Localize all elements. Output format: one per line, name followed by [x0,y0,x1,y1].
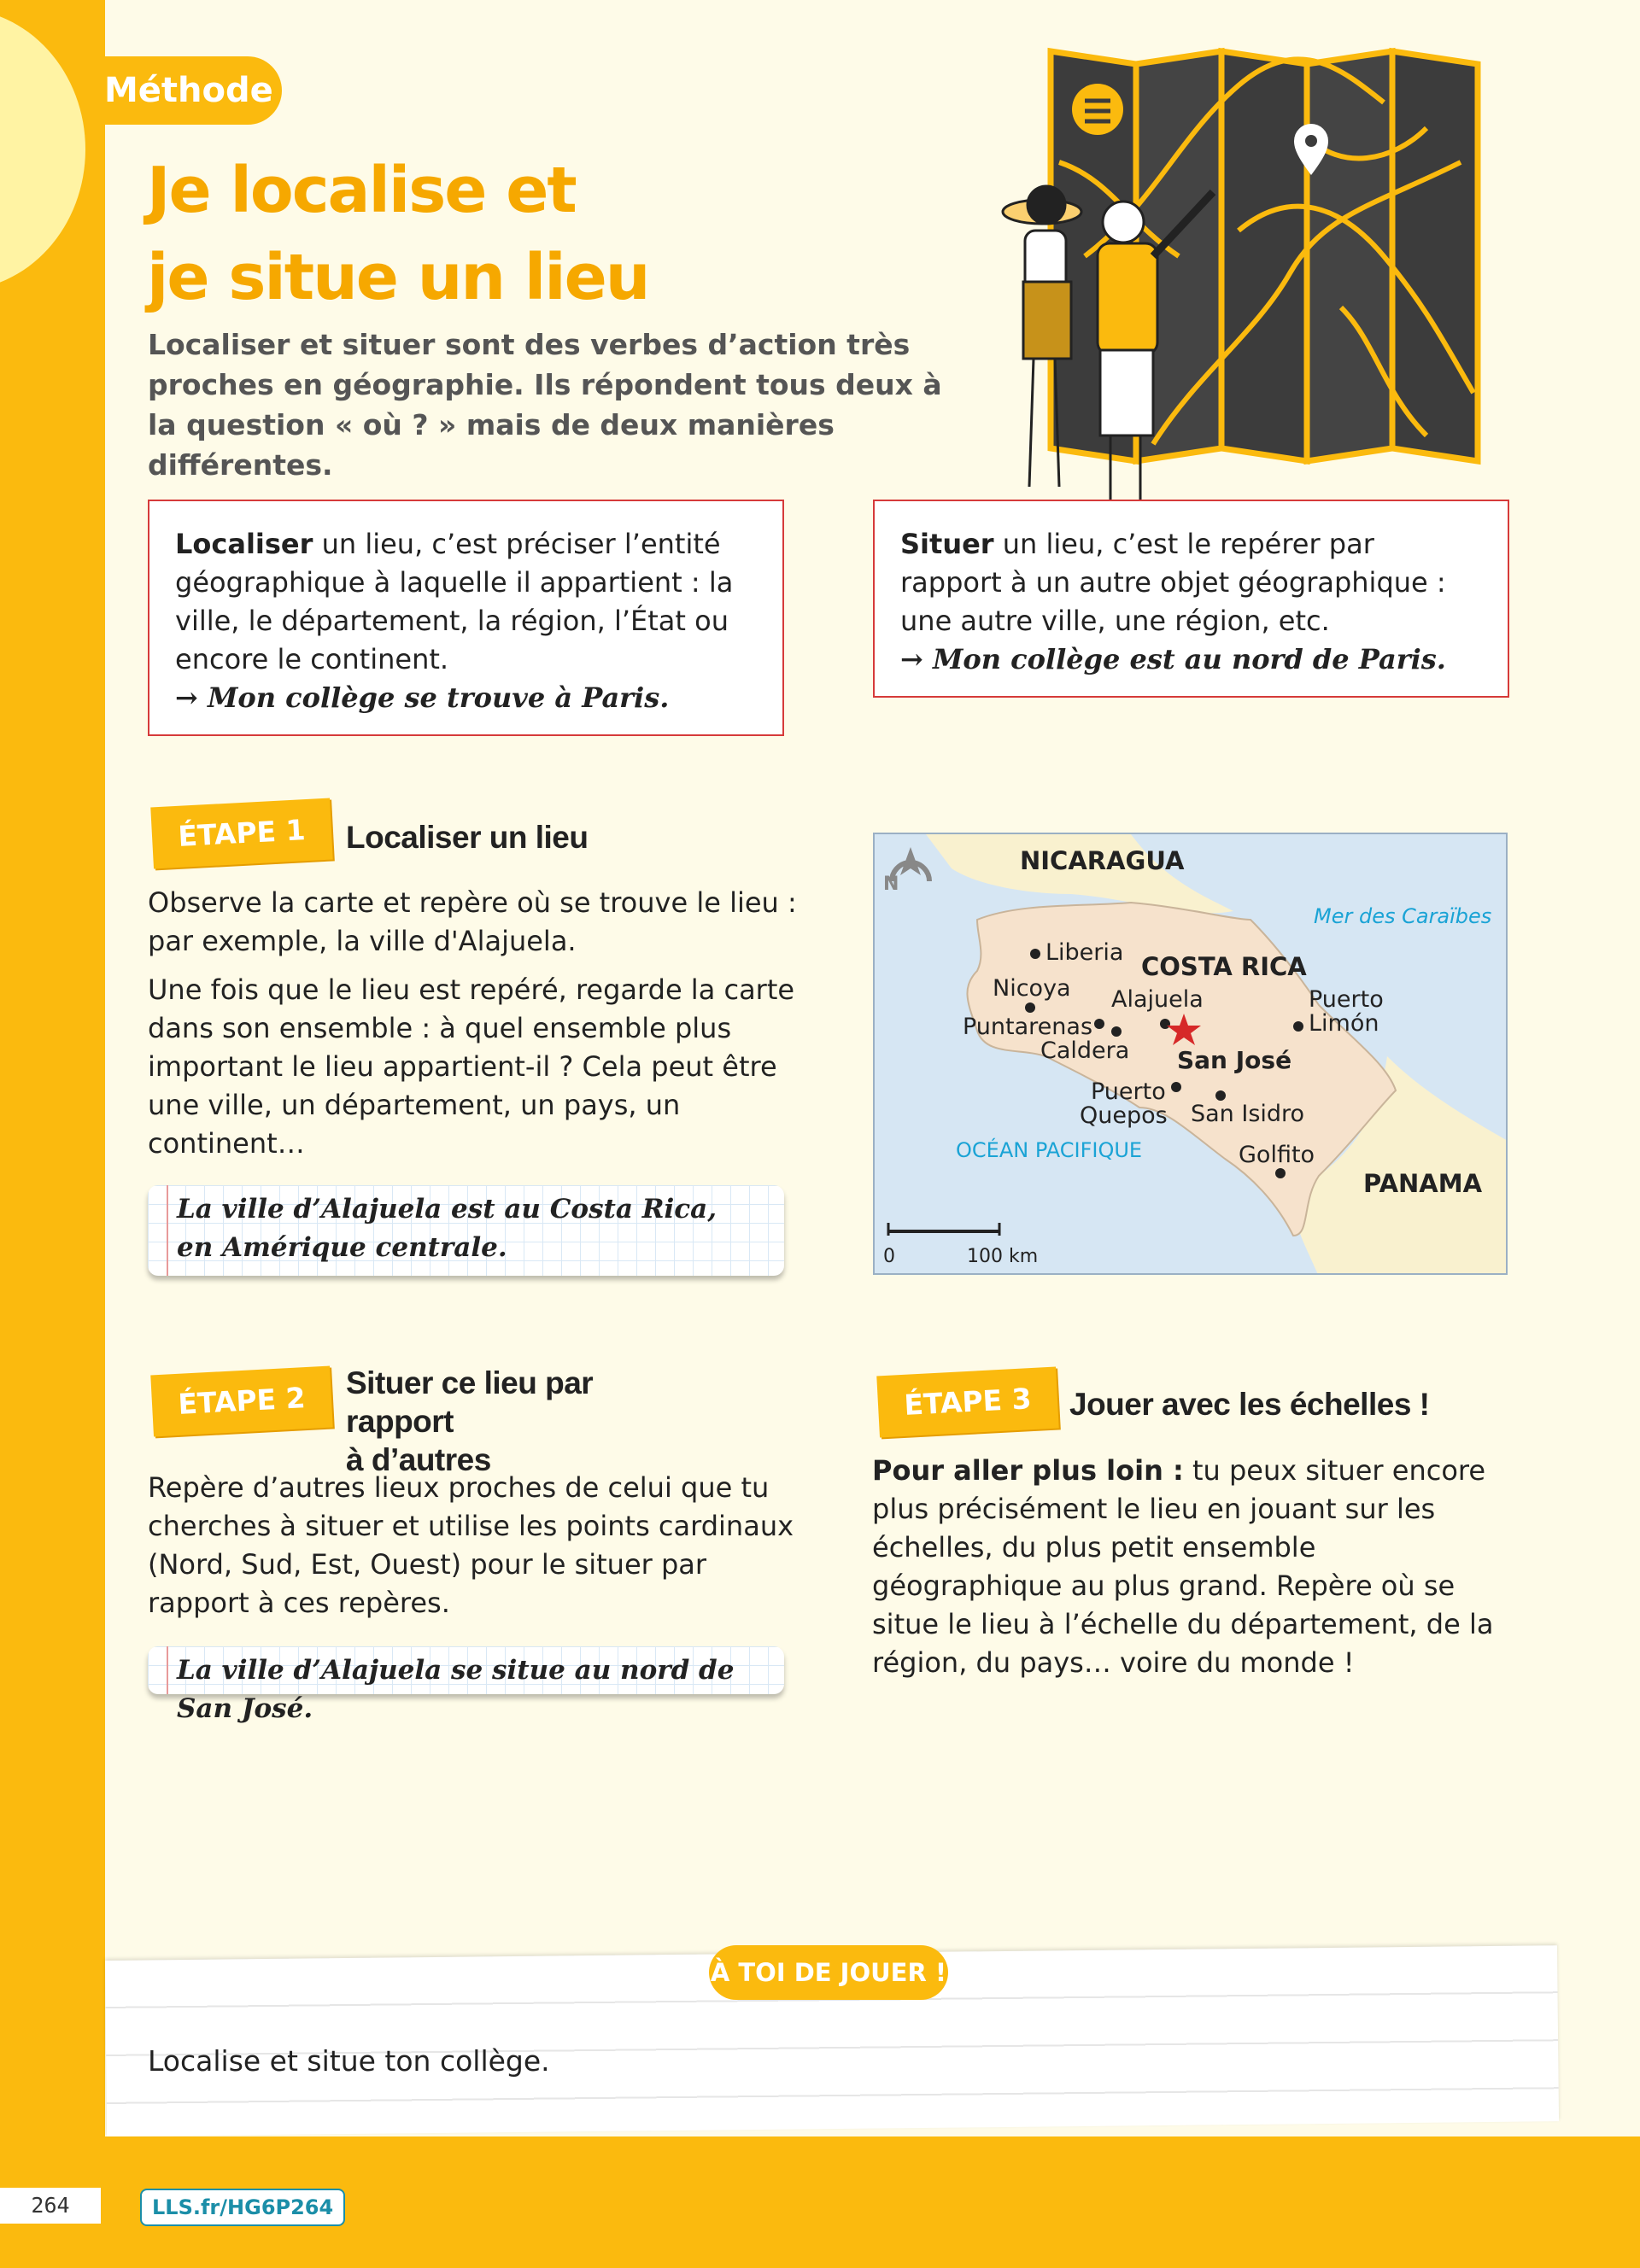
label-san-isidro: San Isidro [1191,1101,1305,1127]
intro-text: Localiser et situer sont des verbes d’action très proches en géographie. Ils répondent tous deux à la question « où ? » mais de deux manières différentes. [148,328,942,482]
city-dot-liberia [1030,949,1040,959]
page-title-line-2: je situe un lieu [147,241,649,314]
etape-1-tag: ÉTAPE 1 [150,798,332,869]
label-san-jose: San José [1177,1046,1292,1074]
etape-3-title: Jouer avec les échelles ! [1069,1387,1430,1422]
etape-3-tag: ÉTAPE 3 [876,1367,1058,1438]
definition-situer-text: un lieu, c’est le repérer par rapport à un autre objet géographique : une autre ville, une région, etc. [900,528,1446,637]
methode-tab: Méthode [85,56,282,125]
etape-3-lead: Pour aller plus loin : [872,1454,1184,1487]
page-number: 264 [0,2188,101,2224]
costa-rica-map [873,833,1508,1275]
definition-localiser-box [148,500,784,736]
north-label: N [883,874,899,895]
etape-1-text [148,884,797,1173]
etape-1-note-line-2: en Amérique centrale. [177,1232,507,1263]
city-dot-puntarenas [1094,1019,1104,1029]
label-nicoya: Nicoya [993,975,1071,1002]
label-puntarenas: Puntarenas [963,1014,1093,1040]
definition-localiser-example: → Mon collège se trouve à Paris. [175,681,670,714]
etape-1-paragraph-1: Observe la carte et repère où se trouve le lieu : par exemple, la ville d'Alajuela. [148,886,797,957]
label-ocean-pacifique: OCÉAN PACIFIQUE [956,1138,1143,1162]
label-puerto-limon-line-2: Limón [1309,1010,1379,1037]
label-costa-rica: COSTA RICA [1141,952,1307,981]
definition-localiser-term: Localiser [175,528,313,560]
exercise-text: Localise et situe ton collège. [148,2044,550,2078]
folded-map-panel-4 [1307,51,1392,461]
city-dot-nicoya [1025,1002,1035,1013]
etape-2-title-line-1: Situer ce lieu par rapport [346,1365,594,1439]
a-toi-de-jouer-tag: À TOI DE JOUER ! [709,1945,948,2000]
label-panama: PANAMA [1363,1169,1483,1198]
definition-situer-example: → Mon collège est au nord de Paris. [900,643,1446,675]
etape-2-note: La ville d’Alajuela se situe au nord de San José. [148,1646,784,1694]
label-caldera: Caldera [1040,1038,1130,1064]
page-title [147,147,648,321]
etape-2-title-line-2: à d’autres [346,1442,491,1477]
definition-situer-term: Situer [900,528,994,560]
city-dot-caldera [1111,1026,1122,1037]
city-dot-golfito [1275,1168,1286,1178]
scale-end-label: 100 km [967,1246,1039,1267]
city-dot-puerto-quepos [1171,1082,1181,1092]
lls-link[interactable]: LLS.fr/HG6P264 [140,2189,345,2226]
label-liberia: Liberia [1046,939,1124,966]
etape-2-title [346,1364,705,1479]
city-dot-alajuela [1160,1019,1170,1029]
definition-situer-box [873,500,1509,698]
etape-1-note [148,1185,784,1276]
etape-1-title: Localiser un lieu [346,820,589,855]
etape-1-note-line-1: La ville d’Alajuela est au Costa Rica, [177,1194,718,1225]
label-nicaragua: NICARAGUA [1020,846,1185,875]
label-golfito: Golfito [1239,1142,1315,1168]
left-margin-band [0,0,105,2268]
definition-localiser-text: un lieu, c’est préciser l’entité géographique à laquelle il appartient : la ville, le département, la région, l’État ou encore le continent. [175,528,734,675]
scale-start-label: 0 [883,1246,895,1267]
label-puerto-quepos-line-2: Quepos [1080,1102,1168,1129]
map-reading-illustration [982,34,1495,512]
etape-2-tag: ÉTAPE 2 [150,1366,332,1437]
etape-1-paragraph-2: Une fois que le lieu est repéré, regarde la carte dans son ensemble : à quel ensemble plus important le lieu appartient-il ? Cela peut être une ville, un département, un pays, un continent… [148,973,795,1160]
city-dot-san-isidro [1215,1090,1226,1101]
etape-3-body: tu peux situer encore plus précisément le lieu en jouant sur les échelles, du plus petit ensemble géographique au plus grand. Repère où se situe le lieu à l’échelle du département, de la région, du pays… voire du monde ! [872,1454,1494,1679]
label-puerto-limon-line-1: Puerto [1309,986,1384,1013]
page-title-line-1: Je localise et [147,154,576,227]
label-puerto-quepos-line-1: Puerto [1091,1078,1166,1105]
label-alajuela: Alajuela [1111,986,1204,1013]
label-mer-des-caraibes: Mer des Caraïbes [1314,904,1492,928]
folded-map-panel-3 [1221,51,1307,461]
folded-map-panel-5 [1392,51,1478,461]
etape-3-text [872,1452,1504,1682]
etape-2-text: Repère d’autres lieux proches de celui que tu cherches à situer et utilise les points cardinaux (Nord, Sud, Est, Ouest) pour le situer par rapport à ces repères. [148,1471,794,1619]
city-dot-puerto-limon [1293,1021,1303,1032]
